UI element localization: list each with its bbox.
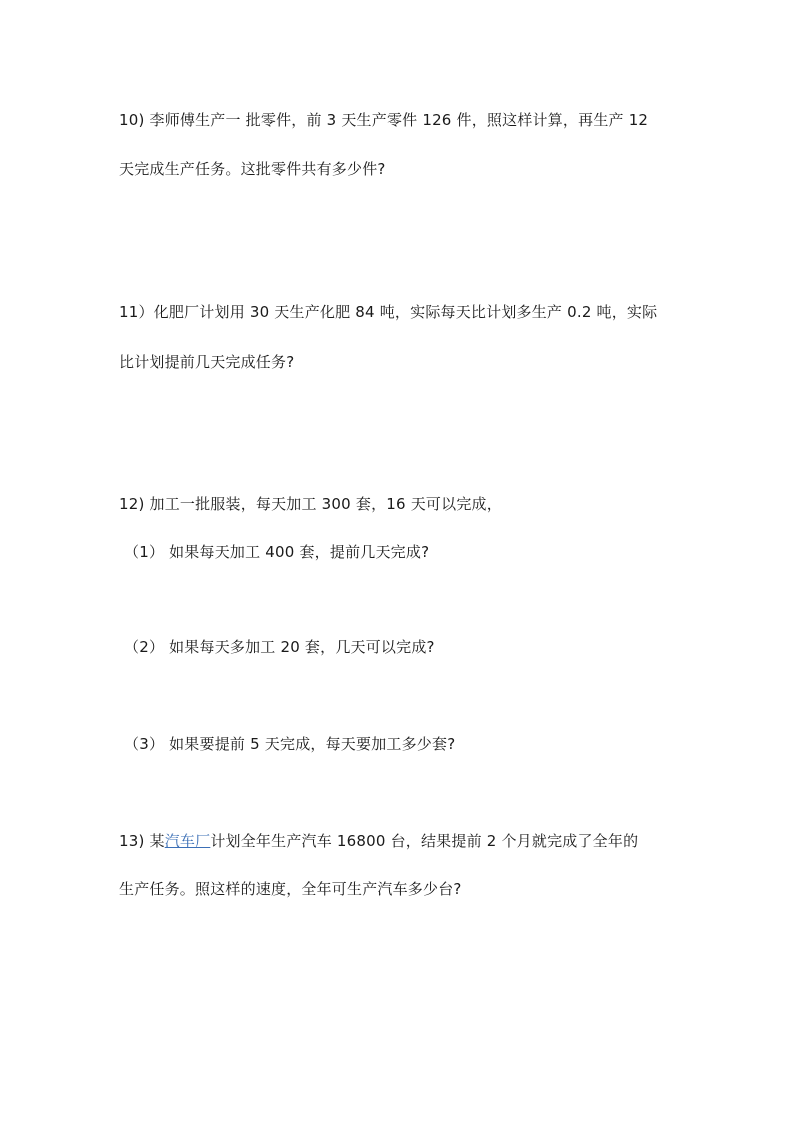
- question-10-line-1: 10) 李师傅生产一 批零件，前 3 天生产零件 126 件，照这样计算，再生产 12: [119, 111, 649, 129]
- question-13-line-1: [119, 831, 638, 851]
- question-11-line-1: 11）化肥厂计划用 30 天生产化肥 84 吨，实际每天比计划多生产 0.2 吨，实际: [119, 303, 658, 321]
- question-12-sub-2: （2） 如果每天多加工 20 套，几天可以完成?: [124, 638, 435, 656]
- question-11-line-2: 比计划提前几天完成任务?: [119, 353, 295, 371]
- question-12-sub-3: （3） 如果要提前 5 天完成，每天要加工多少套?: [124, 735, 456, 753]
- question-10-line-2: 天完成生产任务。这批零件共有多少件?: [119, 160, 386, 178]
- car-factory-link[interactable]: 汽车厂: [164, 832, 211, 850]
- question-13-suffix: 计划全年生产汽车 16800 台，结果提前 2 个月就完成了全年的: [210, 832, 639, 850]
- question-12-line-1: 12) 加工一批服装，每天加工 300 套，16 天可以完成，: [119, 495, 502, 513]
- question-13-line-2: 生产任务。照这样的速度，全年可生产汽车多少台?: [119, 880, 462, 898]
- question-13-prefix: 13) 某: [119, 832, 165, 850]
- question-12-sub-1: （1） 如果每天加工 400 套，提前几天完成?: [124, 543, 430, 561]
